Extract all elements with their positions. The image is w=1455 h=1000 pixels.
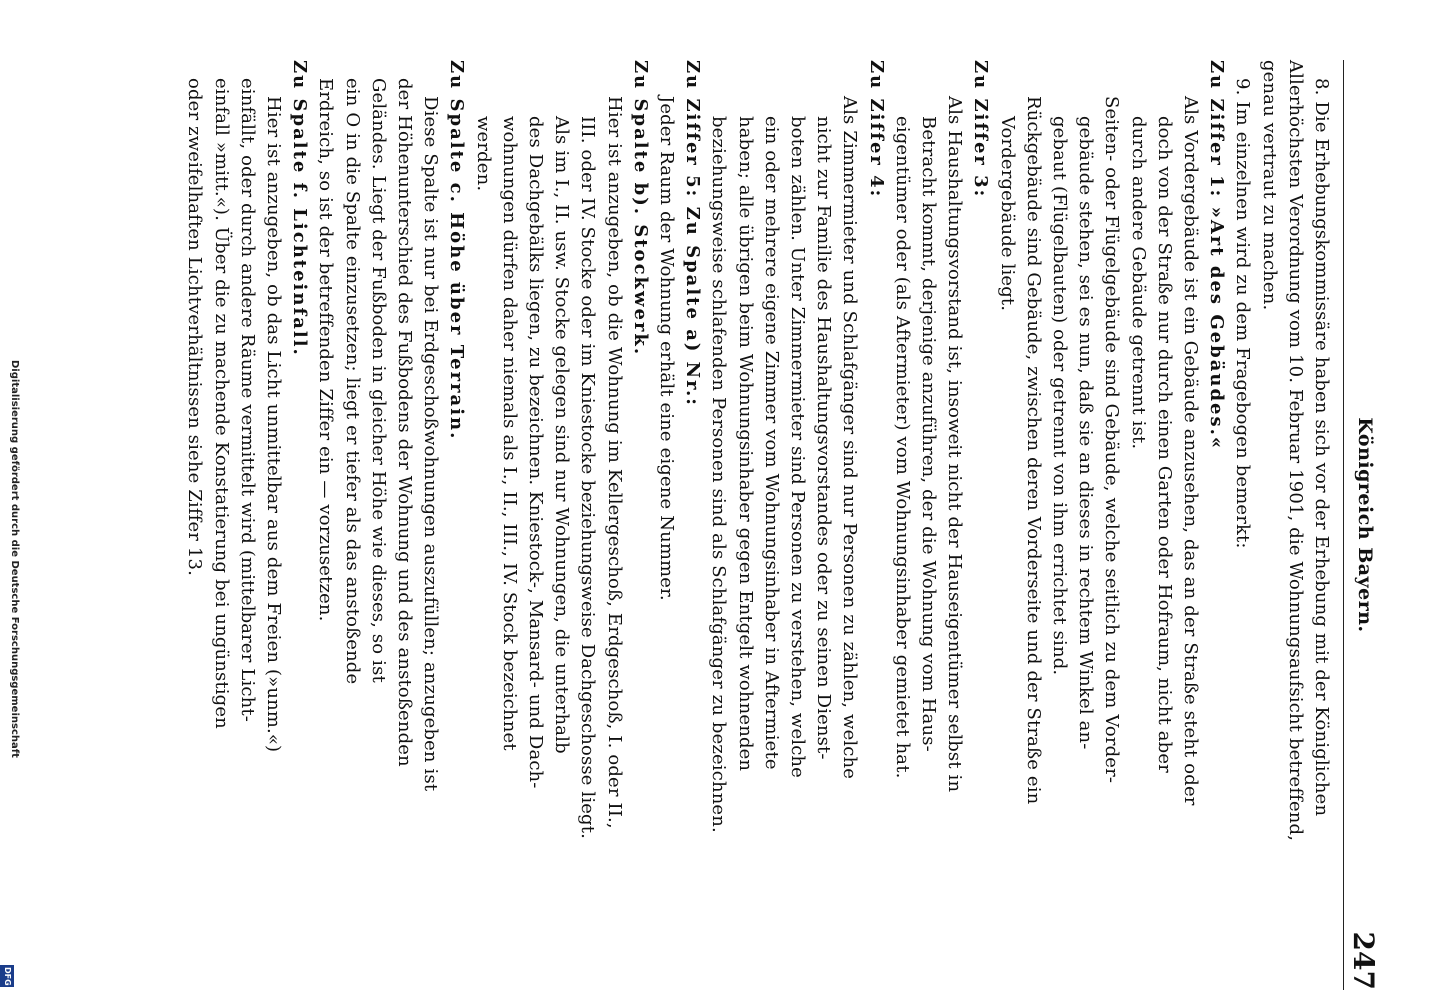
- page-number: 247: [1347, 931, 1380, 990]
- text-line: wohnungen dürfen daher niemals als I., II., III., IV. Stock bezeichnet: [498, 116, 520, 751]
- text-line: Rückgebäude sind Gebäude, zwischen deren Vorderseite und der Straße ein: [1022, 96, 1044, 805]
- text-line: einfällt, oder durch andere Räume vermittelt wird (mittelbarer Licht-: [236, 78, 258, 722]
- text-line: Hier ist anzugeben, ob das Licht unmittelbar aus dem Freien (»unm.«): [263, 96, 284, 753]
- running-title: Königreich Bayern.: [1354, 417, 1376, 633]
- text-line: einfall »mitt.«). Über die zu machende Konstatierung bei ungünstigen: [210, 78, 232, 729]
- text-line: 9. Im einzelnen wird zu dem Fragebogen bemerkt:: [1232, 78, 1254, 549]
- text-line: durch andere Gebäude getrennt ist.: [1127, 116, 1149, 450]
- text-line: der Höhenunterschied des Fußbodens der Wohnung und des anstoßenden: [394, 78, 415, 767]
- text-line: Als Vordergebäude ist ein Gebäude anzusehen, das an der Straße steht oder: [1180, 96, 1201, 806]
- text-line: Allerhöchsten Verordnung vom 10. Februar 1901, die Wohnungsaufsicht betreffend,: [1284, 60, 1306, 842]
- digitization-credit: Digitalisierung gefördert durch die Deutsche Forschungsgemeinschaft: [9, 360, 20, 758]
- text-line: oder zweifelhaften Lichtverhältnissen siehe Ziffer 13.: [184, 78, 206, 576]
- section-heading: Zu Spalte c. Höhe über Terrain.: [446, 60, 468, 441]
- text-line: gebäude stehen, sei es nun, daß sie an dieses in rechtem Winkel an-: [1075, 116, 1097, 750]
- section-heading: Zu Spalte f. Lichteinfall.: [289, 60, 311, 357]
- text-line: Hier ist anzugeben, ob die Wohnung im Kellergeschoß, Erdgeschoß, I. oder II.,: [603, 96, 625, 829]
- text-line: Betracht kommt, derjenige anzuführen, der die Wohnung vom Haus-: [918, 116, 939, 752]
- page-body: [184, 60, 1334, 990]
- text-line: Als Zimmermieter und Schlafgänger sind nur Personen zu zählen, welche: [839, 96, 861, 780]
- text-line: haben; alle übrigen beim Wohnungsinhaber gegen Entgelt wohnenden: [734, 116, 756, 772]
- text-line: des Dachgebälks liegen, zu bezeichnen. Kniestock-, Mansard- und Dach-: [525, 116, 546, 789]
- section-heading: Zu Ziffer 3:: [970, 60, 992, 199]
- text-line: Als Haushaltungsvorstand ist, insoweit nicht der Hauseigentümer selbst in: [944, 96, 966, 793]
- text-line: eigentümer oder (als Aftermieter) vom Wohnungsinhaber gemietet hat.: [891, 116, 913, 779]
- text-line: ein O in die Spalte einzusetzen; liegt er tiefer als das anstoßende: [341, 78, 363, 685]
- text-line: Seiten- oder Flügelgebäude sind Gebäude, welche seitlich zu dem Vorder-: [1101, 96, 1123, 784]
- text-line: nicht zur Familie des Haushaltungsvorstandes oder zu seinen Dienst-: [813, 116, 835, 760]
- text-line: werden.: [472, 116, 494, 192]
- section-heading: Zu Ziffer 1: »Art des Gebäudes.«: [1206, 60, 1228, 451]
- section-heading: Zu Ziffer 5: Zu Spalte a) Nr.:: [682, 60, 704, 407]
- text-line: boten zählen. Unter Zimmermieter sind Personen zu verstehen, welche: [787, 116, 808, 778]
- rotated-page-content: [180, 60, 1380, 990]
- text-line: Vordergebäude liegt.: [996, 116, 1018, 312]
- text-line: beziehungsweise schlafenden Personen sind als Schlafgänger zu bezeichnen.: [708, 116, 730, 833]
- text-line: genau vertraut zu machen.: [1258, 60, 1280, 311]
- text-line: doch von der Straße nur durch einen Garten oder Hofraum, nicht aber: [1153, 116, 1175, 773]
- text-line: gebaut (Flügelbauten) oder getrennt von ihm errichtet sind.: [1049, 116, 1070, 676]
- text-line: Als im I., II. usw. Stocke gelegen sind nur Wohnungen, die unterhalb: [551, 116, 573, 754]
- dfg-logo: DFG: [0, 965, 14, 987]
- page-header: [1343, 60, 1380, 990]
- text-line: Diese Spalte ist nur bei Erdgeschoßwohnungen auszufüllen; anzugeben ist: [420, 96, 442, 792]
- text-line: Jeder Raum der Wohnung erhält eine eigene Nummer.: [656, 96, 677, 601]
- text-line: III. oder IV. Stocke oder im Kniestocke beziehungsweise Dachgeschosse liegt.: [577, 116, 599, 839]
- section-heading: Zu Spalte b). Stockwerk.: [629, 60, 651, 357]
- text-line: ein oder mehrere eigene Zimmer vom Wohnungsinhaber in Aftermiete: [760, 116, 782, 770]
- text-line: 8. Die Erhebungskommissäre haben sich vor der Erhebung mit der Königlichen: [1311, 78, 1332, 817]
- section-heading: Zu Ziffer 4:: [865, 60, 887, 199]
- text-line: Geländes. Liegt der Fußboden in gleicher Höhe wie dieses, so ist: [367, 78, 389, 683]
- text-line: Erdreich, so ist der betreffenden Ziffer ein — vorzusetzen.: [315, 78, 337, 622]
